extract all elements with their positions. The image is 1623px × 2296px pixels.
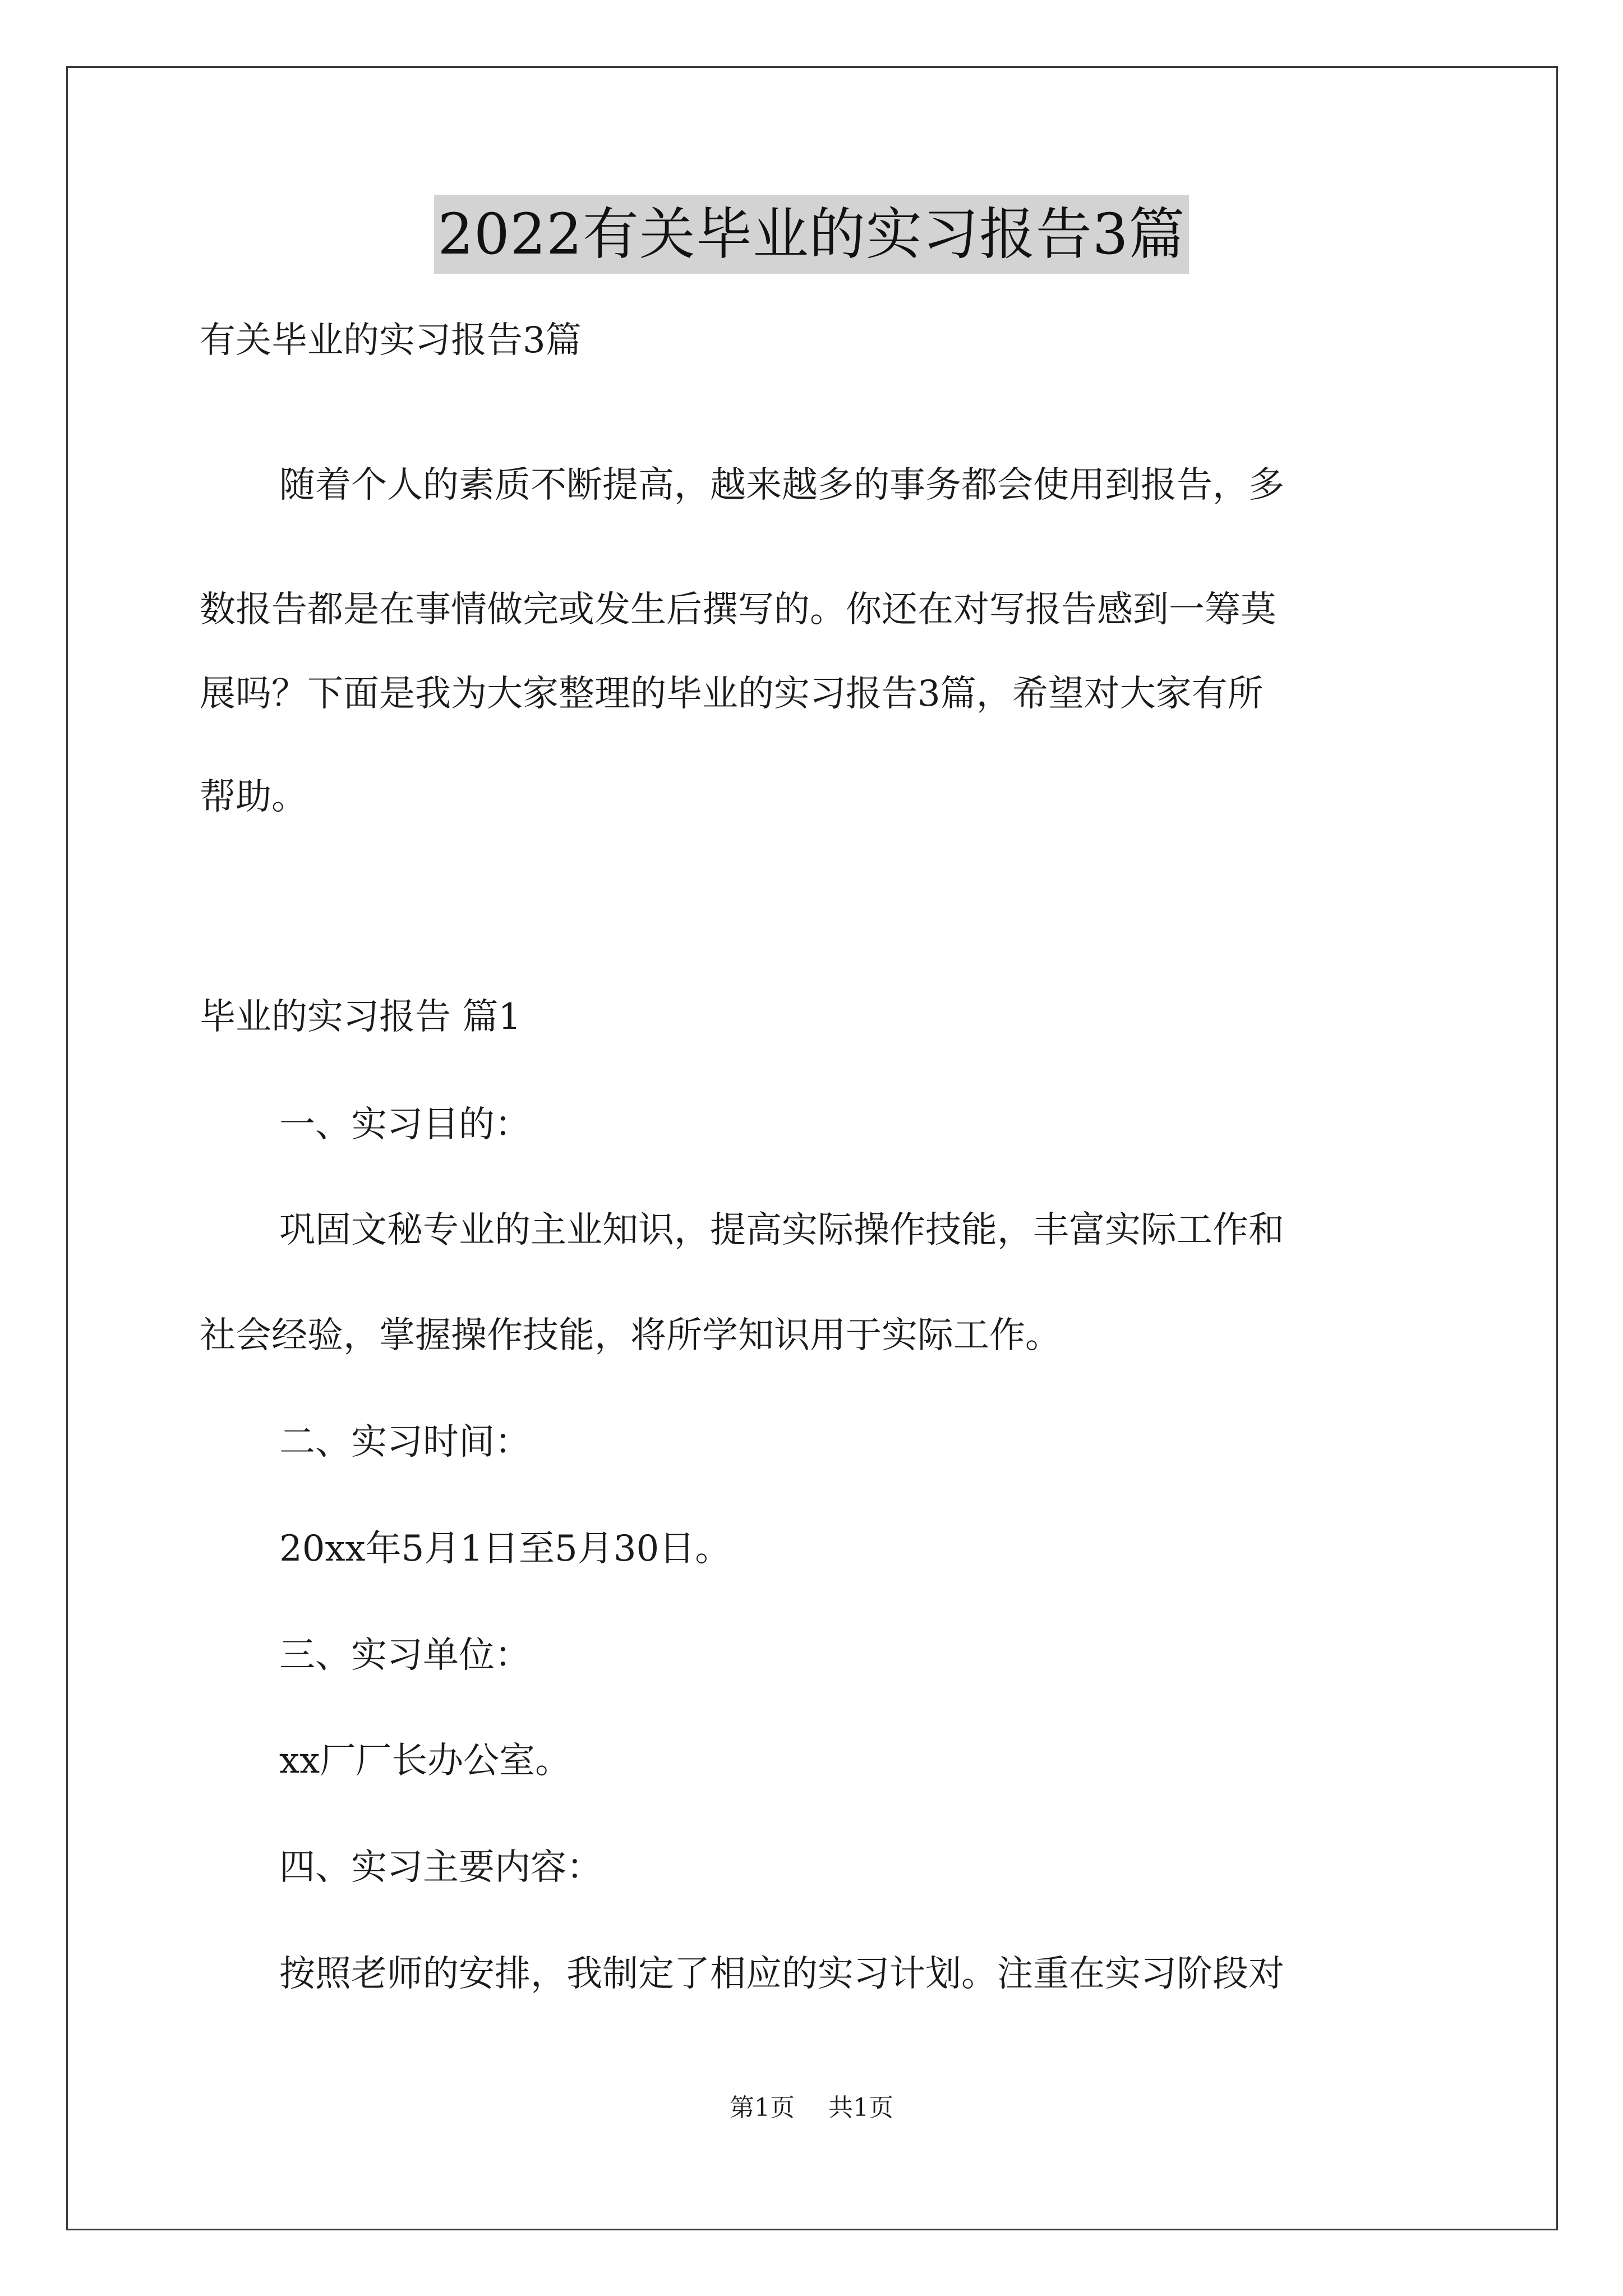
list-item: 巩固文秘专业的主业知识，提高实际操作技能，丰富实际工作和 [279,1209,1284,1251]
list-item: 二、实习时间： [279,1421,531,1463]
page-count: 共1页 [828,2093,893,2122]
list-item: 一、实习目的： [279,1104,531,1145]
document-subtitle: 有关毕业的实习报告3篇 [200,320,582,361]
list-item: xx厂厂长办公室。 [279,1740,571,1782]
list-item: 按照老师的安排，我制定了相应的实习计划。注重在实习阶段对 [279,1953,1284,1995]
intro-line-1: 随着个人的素质不断提高，越来越多的事务都会使用到报告，多 [279,464,1284,506]
intro-line-2: 数报告都是在事情做完或发生后撰写的。你还在对写报告感到一筹莫 [200,589,1276,631]
section-heading: 毕业的实习报告 篇1 [200,996,522,1038]
page-number: 第1页 [730,2093,795,2122]
page-footer [0,2091,1623,2125]
title-container [0,195,1623,274]
intro-line-4: 帮助。 [200,776,307,818]
list-item: 四、实习主要内容： [279,1847,602,1888]
list-item: 20xx年5月1日至5月30日。 [279,1528,731,1570]
document-title: 2022有关毕业的实习报告3篇 [434,195,1188,274]
list-item: 社会经验，掌握操作技能，将所学知识用于实际工作。 [200,1315,1061,1356]
intro-line-3: 展吗？下面是我为大家整理的毕业的实习报告3篇，希望对大家有所 [200,673,1264,715]
list-item: 三、实习单位： [279,1635,531,1676]
